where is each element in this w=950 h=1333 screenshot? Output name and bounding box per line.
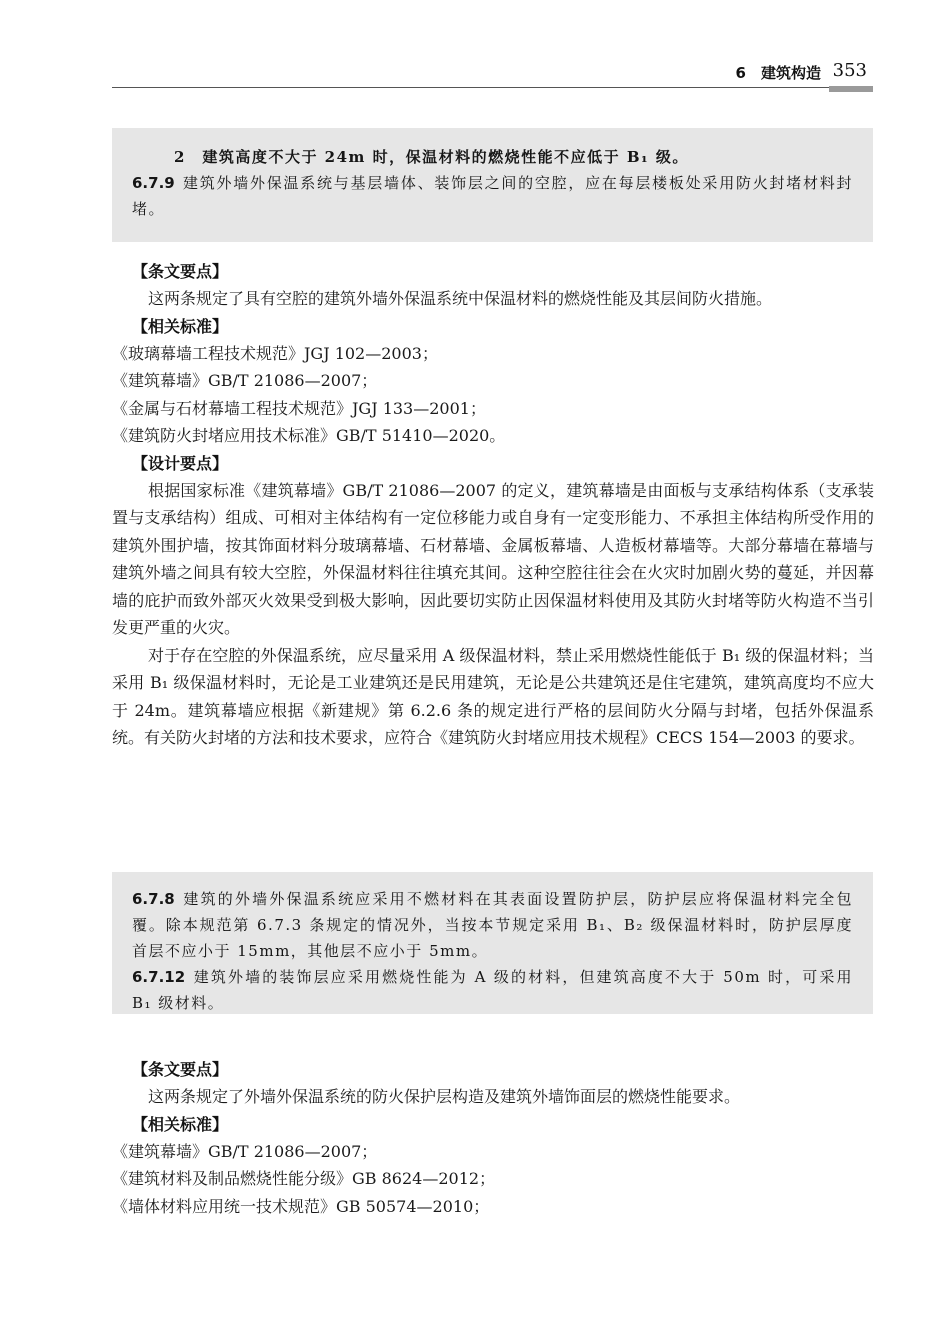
header-tab-mark bbox=[829, 86, 873, 92]
points-paragraph: 这两条规定了外墙外保温系统的防火保护层构造及建筑外墙饰面层的燃烧性能要求。 bbox=[148, 1087, 741, 1106]
page-number: 353 bbox=[832, 60, 867, 81]
heading-design-points: 【设计要点】 bbox=[132, 453, 229, 473]
clause-text: 建筑外墙外保温系统与基层墙体、装饰层之间的空腔，应在每层楼板处采用防火封堵材料封堵。 bbox=[132, 174, 853, 218]
standard-item: 《建筑幕墙》GB/T 21086—2007； bbox=[112, 1141, 378, 1161]
commentary-section-1 bbox=[112, 258, 874, 752]
heading-clause-points: 【条文要点】 bbox=[132, 1060, 229, 1079]
design-paragraph-1: 根据国家标准《建筑幕墙》GB/T 21086—2007 的定义，建筑幕墙是由面板与支承结构体系（支承装置与支承结构）组成、可相对主体结构有一定位移能力或自身有一定变形能力、不承担主体结构所受作用的建筑外围护墙，按其饰面材料分玻璃幕墙、石材幕墙、金属板幕墙、人造板材幕墙等。大部分幕墙在幕墙与建筑外墙之间具有较大空腔，外保温材料往往填充其间。这种空腔往往会在火灾时加剧火势的蔓延，并因幕墙的庇护而致外部灭火效果受到极大影响，因此要切实防止因保温材料使用及其防火封堵等防火构造不当引发更严重的火灾。 bbox=[112, 480, 874, 637]
clause-number: 6.7.12 bbox=[132, 968, 186, 986]
chapter-title: 6 建筑构造 bbox=[735, 64, 821, 82]
page-header bbox=[112, 60, 873, 92]
standard-item: 《金属与石材幕墙工程技术规范》JGJ 133—2001； bbox=[112, 398, 486, 418]
clause-6-7-8 bbox=[132, 886, 853, 964]
clause-box-2 bbox=[112, 872, 873, 1014]
standard-item: 《墙体材料应用统一技术规范》GB 50574—2010； bbox=[112, 1196, 490, 1216]
standard-item: 《建筑防火封堵应用技术标准》GB/T 51410—2020。 bbox=[112, 426, 506, 445]
clause-item-2: 2 建筑高度不大于 24m 时，保温材料的燃烧性能不应低于 B₁ 级。 bbox=[174, 148, 689, 166]
design-paragraph-2: 对于存在空腔的外保温系统，应尽量采用 A 级保温材料，禁止采用燃烧性能低于 B₁ 级的保温材料；当采用 B₁ 级保温材料时，无论是工业建筑还是民用建筑，无论是公共建筑还是住宅建筑，建筑高度均不应大于 24m。建筑幕墙应根据《新建规》第 6.2.6 条的规定进行严格的层间防火分隔与封堵，包括外保温系统。有关防火封堵的方法和技术要求，应符合《建筑防火封堵应用技术规程》CECS 154—2003 的要求。 bbox=[112, 645, 874, 747]
clause-number: 6.7.8 bbox=[132, 890, 175, 908]
standard-item: 《建筑材料及制品燃烧性能分级》GB 8624—2012； bbox=[112, 1169, 496, 1188]
clause-box-1 bbox=[112, 128, 873, 242]
clause-text: 建筑的外墙外保温系统应采用不燃材料在其表面设置防护层，防护层应将保温材料完全包覆。除本规范第 6.7.3 条规定的情况外，当按本节规定采用 B₁、B₂ 级保温材料时，防护层厚度首层不应小于 15mm，其他层不应小于 5mm。 bbox=[132, 890, 853, 960]
heading-related-standards: 【相关标准】 bbox=[132, 1114, 229, 1134]
points-paragraph: 这两条规定了具有空腔的建筑外墙外保温系统中保温材料的燃烧性能及其层间防火措施。 bbox=[148, 289, 773, 308]
clause-6-7-12 bbox=[132, 964, 853, 1016]
clause-text: 建筑外墙的装饰层应采用燃烧性能为 A 级的材料，但建筑高度不大于 50m 时，可采用 B₁ 级材料。 bbox=[132, 968, 853, 1012]
clause-6-7-9 bbox=[132, 170, 853, 222]
clause-number: 6.7.9 bbox=[132, 174, 175, 192]
standard-item: 《建筑幕墙》GB/T 21086—2007； bbox=[112, 371, 378, 390]
heading-clause-points: 【条文要点】 bbox=[132, 262, 229, 281]
standard-item: 《玻璃幕墙工程技术规范》JGJ 102—2003； bbox=[112, 343, 438, 363]
heading-related-standards: 【相关标准】 bbox=[132, 316, 229, 336]
commentary-section-2 bbox=[112, 1056, 874, 1220]
header-rule bbox=[112, 87, 873, 88]
